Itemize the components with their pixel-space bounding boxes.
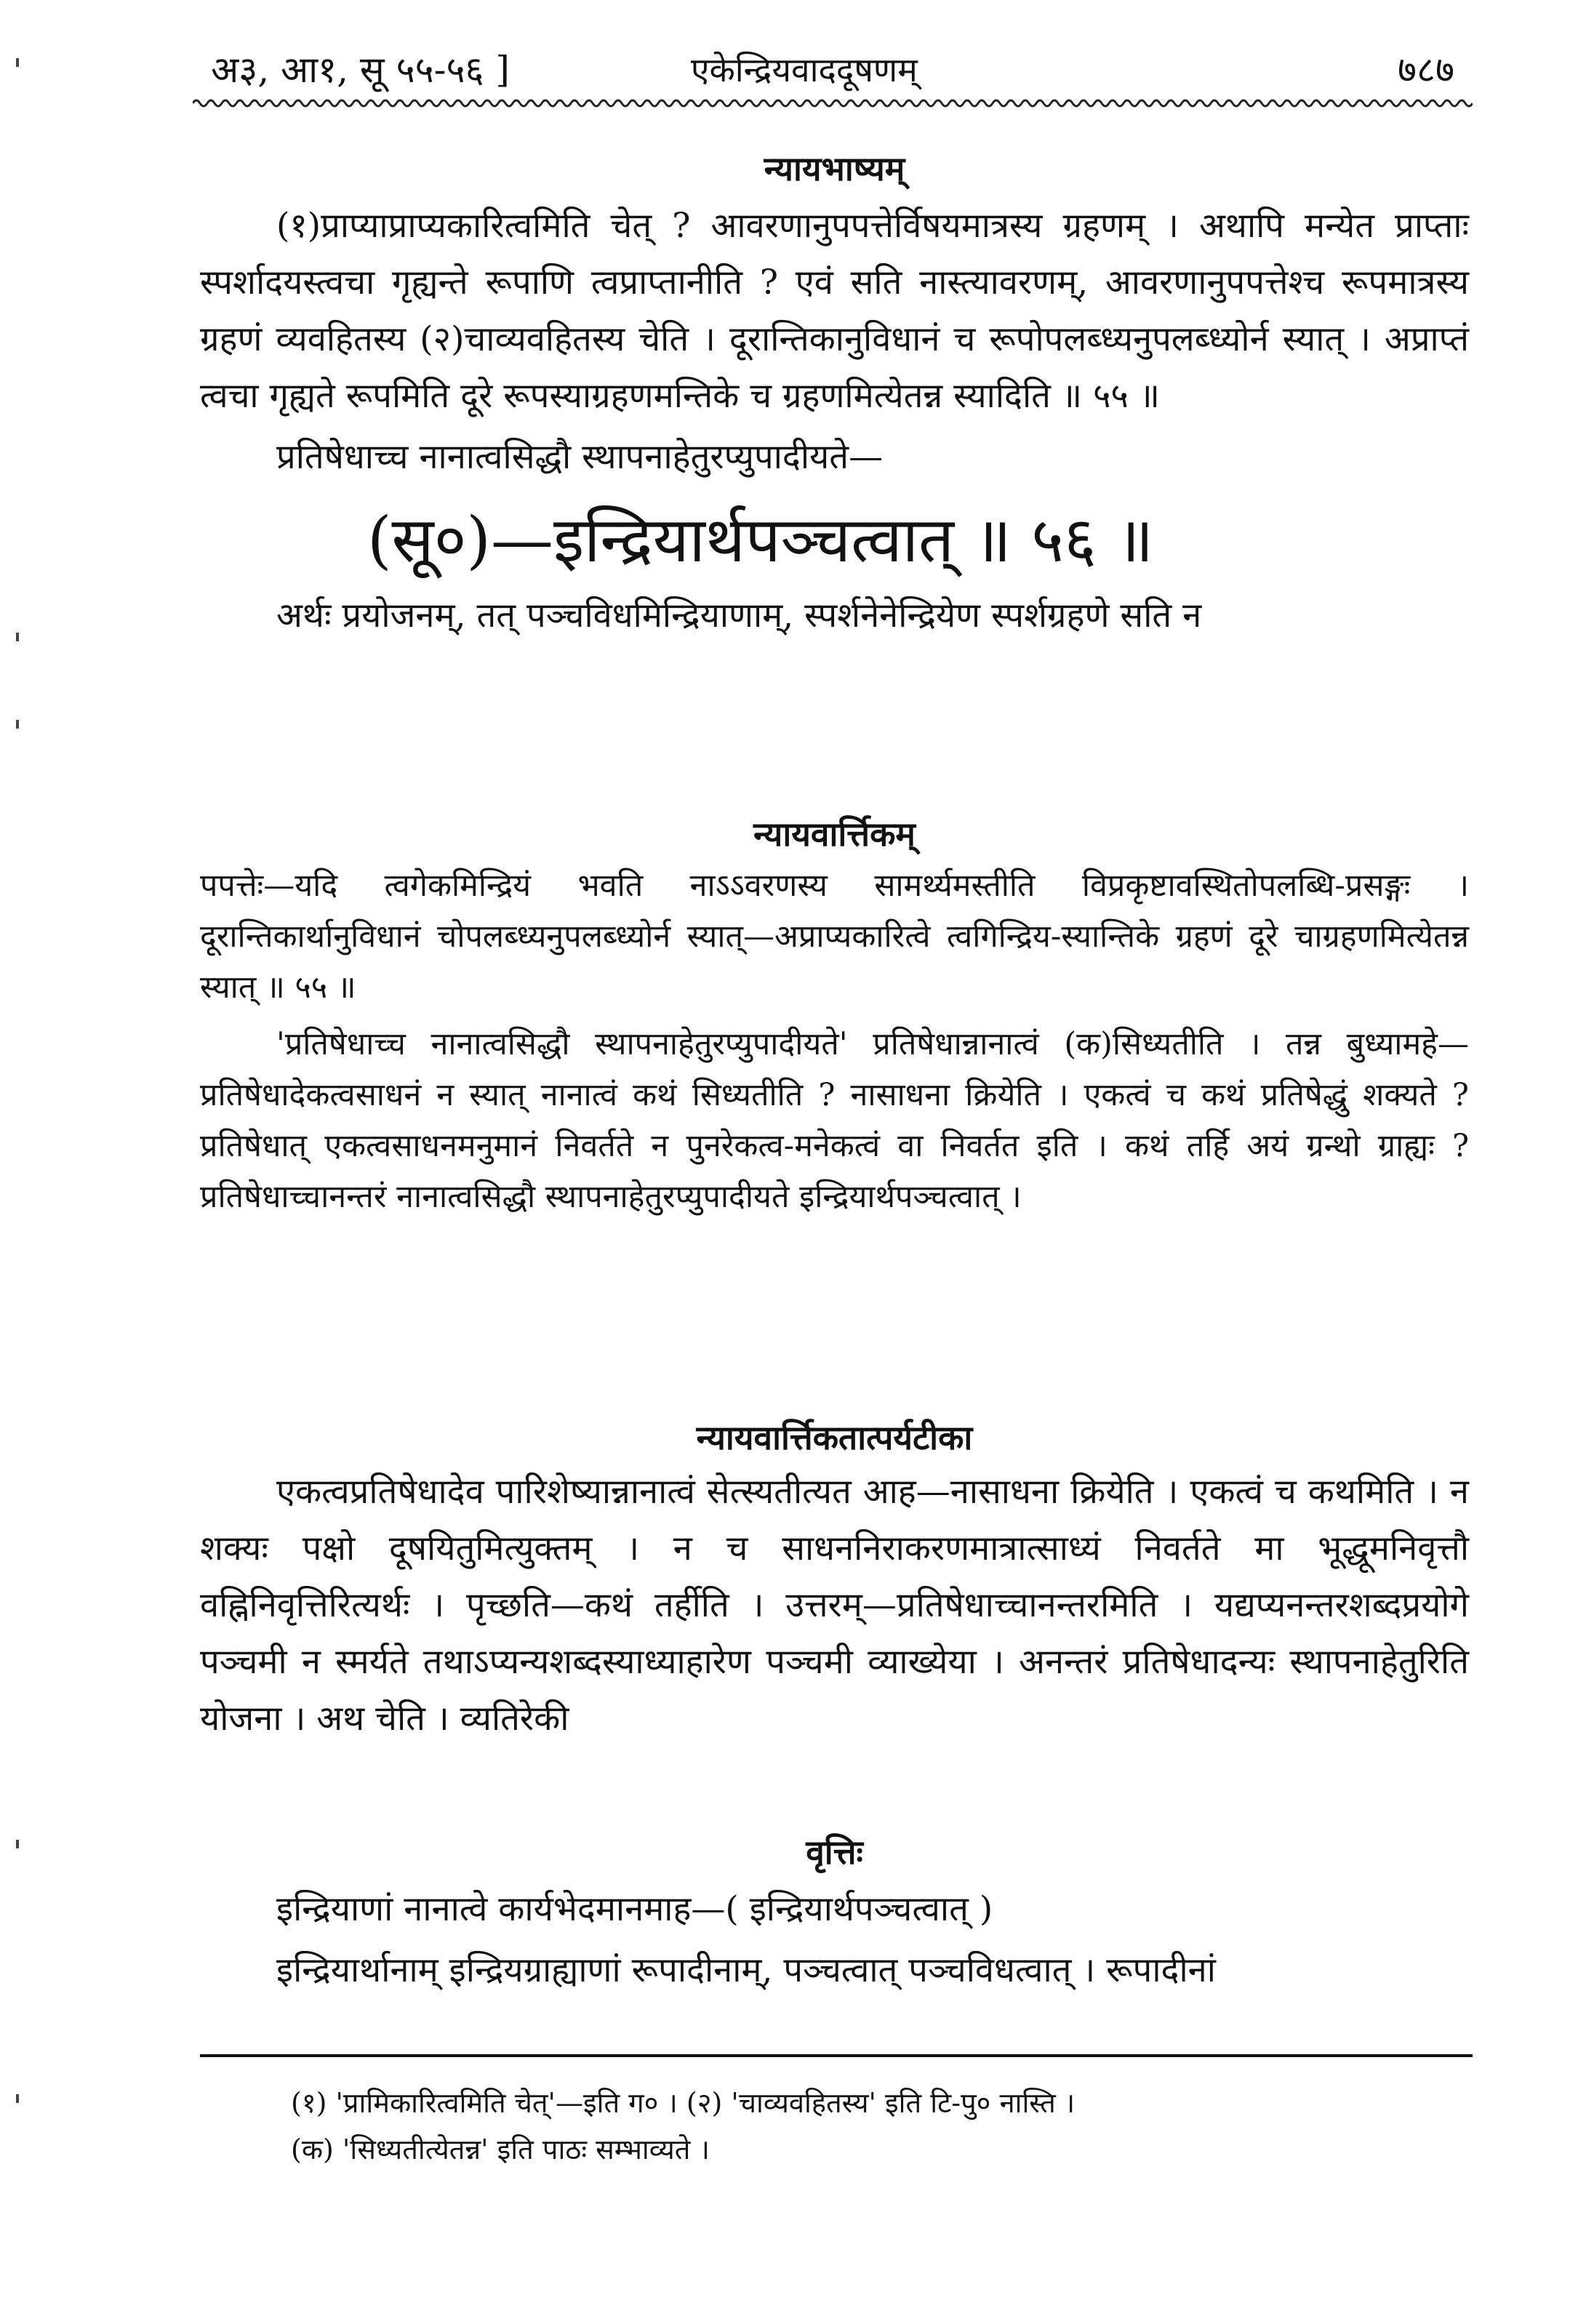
footnote-divider (200, 2054, 1473, 2057)
margin-mark (16, 633, 19, 641)
tika-paragraph: एकत्वप्रतिषेधादेव पारिशेष्यान्नानात्वं सेत्स्यतीत्यत आह—नासाधना क्रियेति । एकत्वं च कथमिति । न शक्यः पक्षो दूषयितुमित्युक्तम् । न च साधननिराकरणमात्रात्साध्यं निवर्तते मा भूद्धूमनिवृत्तौ वह्निनिवृत्तिरित्यर्थः । पृच्छति—कथं तर्हीति । उत्तरम्—प्रतिषेधाच्चानन्तरमिति । यद्यप्यनन्तरशब्दप्रयोगे पञ्चमी न स्मर्यते तथाऽप्यन्यशब्दस्याध्याहारेण पञ्चमी व्याख्येया । अनन्तरं प्रतिषेधादन्यः स्थापनाहेतुरिति योजना । अथ चेति । व्यतिरेकी (200, 1472, 1469, 1739)
running-header (196, 38, 1469, 96)
vritti-line: इन्द्रियाणां नानात्वे कार्यभेदमानमाह—( इन्द्रियार्थपञ्चत्वात् ) (276, 1889, 993, 1929)
bhashya-paragraph: (१)प्राप्याप्राप्यकारित्वमिति चेत् ? आवरणानुपपत्तेर्विषयमात्रस्य ग्रहणम् । अथापि मन्येत प्राप्ताः स्पर्शादयस्त्वचा गृह्यन्ते रूपाणि त्वप्राप्तानीति ? एवं सति नास्त्यावरणम्, आवरणानुपपत्तेश्च रूपमात्रस्य ग्रहणं व्यवहितस्य (२)चाव्यवहितस्य चेति । दूरान्तिकानुविधानं च रूपोपलब्ध्यनुपलब्ध्योर्न स्यात् । अप्राप्तं त्वचा गृह्यते रूपमिति दूरे रूपस्याग्रहणमन्तिके च ग्रहणमित्येतन्न स्यादिति ॥ ५५ ॥ (200, 206, 1469, 416)
nyayabhashya-section (200, 145, 1469, 644)
running-title: एकेन्द्रियवाददूषणम् (691, 50, 918, 89)
section-heading: न्यायवार्त्तिकतात्पर्यटीका (696, 1418, 973, 1457)
sutra-gloss: अर्थः प्रयोजनम्, तत् पञ्चविधमिन्द्रियाणाम्, स्पर्शनेनेन्द्रियेण स्पर्शग्रहणे सति न (276, 596, 1202, 636)
vartika-paragraph: पपत्तेः—यदि त्वगेकमिन्द्रियं भवति नाऽऽवरणस्य सामर्थ्यमस्तीति विप्रकृष्टावस्थितोपलब्धि-प्रसङ्गः । दूरान्तिकार्थानुविधानं चोपलब्ध्यनुपलब्ध्योर्न स्यात्—अप्राप्यकारित्वे त्वगिन्द्रिय-स्यान्तिके ग्रहणं दूरे चाग्रहणमित्येतन्न स्यात् ॥ ५५ ॥ (200, 868, 1469, 1006)
section-reference: अ३, आ१, सू ५५-५६ ] (211, 49, 510, 91)
margin-mark (16, 58, 19, 67)
vritti-section (200, 1829, 1469, 1999)
footnotes (291, 2080, 1469, 2173)
vritti-line: इन्द्रियार्थानाम् इन्द्रियग्राह्याणां रूपादीनाम्, पञ्चत्वात् पञ्चविधत्वात् । रूपादीनां (276, 1950, 1216, 1990)
footnote-line: (१) 'प्रामिकारित्वमिति चेत्'—इति ग० । (२) 'चाव्यवहितस्य' इति टि-पु० नास्ति । (291, 2087, 1076, 2119)
footnote-line: (क) 'सिध्यतीत्येतन्न' इति पाठः सम्भाव्यते । (291, 2133, 710, 2165)
tika-section (200, 1414, 1469, 1747)
section-heading: वृत्तिः (806, 1832, 863, 1872)
margin-mark (16, 1840, 19, 1848)
nyayavartika-section (200, 811, 1469, 1222)
margin-mark (16, 2094, 19, 2103)
sutra-line: (सू०)—इन्द्रियार्थपञ्चत्वात् ॥ ५६ ॥ (367, 504, 1154, 577)
bhashya-intro: प्रतिषेधाच्च नानात्वसिद्धौ स्थापनाहेतुरप्युपादीयते— (276, 437, 884, 477)
margin-mark (16, 720, 19, 729)
section-heading: न्यायभाष्यम् (764, 149, 905, 188)
header-wavy-rule (193, 95, 1473, 112)
section-heading: न्यायवार्त्तिकम् (753, 814, 916, 854)
vartika-paragraph: 'प्रतिषेधाच्च नानात्वसिद्धौ स्थापनाहेतुरप्युपादीयते' प्रतिषेधान्नानात्वं (क)सिध्यतीति । तन्न बुध्यामहे—प्रतिषेधादेकत्वसाधनं न स्यात् नानात्वं कथं सिध्यतीति ? नासाधना क्रियेति । एकत्वं च कथं प्रतिषेद्धुं शक्यते ? प्रतिषेधात् एकत्वसाधनमनुमानं निवर्तते न पुनरेकत्व-मनेकत्वं वा निवर्तत इति । कथं तर्हि अयं ग्रन्थो ग्राह्यः ? प्रतिषेधाच्चानन्तरं नानात्वसिद्धौ स्थापनाहेतुरप्युपादीयते इन्द्रियार्थपञ्चत्वात् । (200, 1026, 1469, 1215)
page-number: ७८७ (1398, 49, 1454, 91)
